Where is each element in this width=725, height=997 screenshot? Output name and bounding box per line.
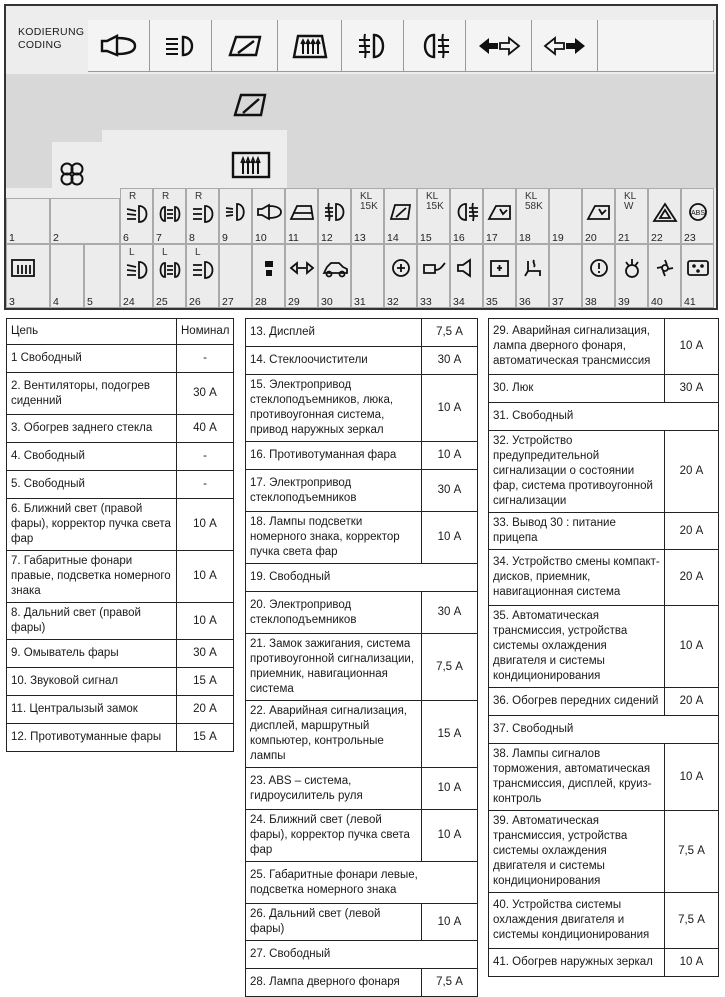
fuse-19 [549, 188, 582, 244]
rating-cell: 10 А [422, 442, 478, 470]
fuse-number: 4 [53, 296, 59, 308]
table-row [7, 443, 234, 471]
fuse-23 [681, 188, 714, 244]
low-beam-icon [124, 259, 150, 281]
circuit-cell: 17. Электропривод стеклоподъемников [246, 470, 422, 512]
fan-icon [58, 160, 86, 188]
table-row [489, 606, 719, 688]
circuit-cell: 37. Свободный [489, 716, 719, 744]
table-row [7, 668, 234, 696]
fuse-37 [549, 244, 582, 308]
circuit-cell: 30. Люк [489, 375, 665, 403]
fuse-number: 16 [453, 232, 465, 244]
fuse-label: L [162, 247, 168, 258]
low-beam-icon [124, 203, 150, 225]
fuse-label: L [195, 247, 201, 258]
fuse-number: 7 [156, 232, 162, 244]
cooling-icon [619, 257, 645, 279]
table-row [246, 969, 478, 997]
fuse-number: 38 [585, 296, 597, 308]
table-row [7, 415, 234, 443]
circuit-cell: 7. Габаритные фонари правые, подсветка номерного знака [7, 551, 177, 603]
rating-cell: 15 А [177, 724, 234, 752]
rating-cell: 40 А [177, 415, 234, 443]
rating-cell: 10 А [422, 904, 478, 941]
fan-icon [652, 257, 678, 279]
circuit-cell: 10. Звуковой сигнал [7, 668, 177, 696]
table-row [7, 499, 234, 551]
table-row [7, 640, 234, 668]
fuse-40 [648, 244, 681, 308]
fuse-number: 3 [9, 296, 15, 308]
fuse-7 [153, 188, 186, 244]
fuse-14 [384, 188, 417, 244]
table-row [489, 403, 719, 431]
rating-cell: 15 А [422, 701, 478, 768]
fuse-41 [681, 244, 714, 308]
sunroof-car-icon [322, 257, 348, 279]
relay-wiper [212, 20, 278, 72]
relay-low-beam [150, 20, 212, 72]
fuse-number: 28 [255, 296, 267, 308]
wiper-icon [226, 33, 264, 59]
relay-area-left [6, 74, 102, 142]
circuit-cell: 27. Свободный [246, 941, 478, 969]
alarm-icon [388, 257, 414, 279]
rating-cell: 10 А [665, 744, 719, 811]
fuse-label: R [195, 191, 203, 202]
table-row [246, 862, 478, 904]
circuit-cell: 3. Обогрев заднего стекла [7, 415, 177, 443]
fuse-table-2 [245, 318, 478, 997]
rating-cell: 10 А [665, 606, 719, 688]
fuse-27 [219, 244, 252, 308]
fuse-label: L [129, 247, 135, 258]
table-row [246, 375, 478, 442]
circuit-cell: 5. Свободный [7, 471, 177, 499]
table-row [489, 688, 719, 716]
rating-cell: 10 А [177, 551, 234, 603]
circuit-cell: 11. Централызый замок [7, 696, 177, 724]
circuit-cell: 8. Дальний свет (правой фары) [7, 603, 177, 640]
circuit-cell: 15. Электропривод стеклоподъемников, люка, противоугонная система, привод наружных зеркал [246, 375, 422, 442]
circuit-cell: 6. Ближний свет (правой фары), корректор пучка света фар [7, 499, 177, 551]
fuse-number: 18 [519, 232, 531, 244]
circuit-cell: 39. Автоматическая трансмиссия, устройства системы охлаждения двигателя и системы кондиционирования [489, 811, 665, 893]
rating-cell: 10 А [422, 375, 478, 442]
table-row [246, 768, 478, 810]
fuse-number: 27 [222, 296, 234, 308]
circuit-cell: 25. Габаритные фонари левые, подсветка номерного знака [246, 862, 478, 904]
rear-fog-icon [418, 31, 452, 61]
fuse-label: KL 15K [360, 191, 378, 212]
fuse-number: 25 [156, 296, 168, 308]
fuse-number: 20 [585, 232, 597, 244]
seat-heat-icon [520, 257, 546, 279]
circuit-cell: 26. Дальний свет (левой фары) [246, 904, 422, 941]
circuit-cell: 18. Лампы подсветки номерного знака, корректор пучка света фар [246, 512, 422, 564]
fuse-table-1 [6, 318, 234, 752]
fuse-12 [318, 188, 351, 244]
fuse-number: 17 [486, 232, 498, 244]
fuse-number: 31 [354, 296, 366, 308]
relay-area-right [287, 74, 716, 188]
fuse-number: 30 [321, 296, 333, 308]
wiper-icon [231, 91, 269, 119]
fuse-number: 35 [486, 296, 498, 308]
column-header-rating: Номинал [177, 319, 234, 345]
relay-spare [598, 20, 714, 72]
rating-cell: 30 А [177, 640, 234, 668]
rating-cell: 30 А [422, 470, 478, 512]
hazard-arrows-icon [543, 36, 587, 56]
fuse-31 [351, 244, 384, 308]
circuit-cell: 9. Омыватель фары [7, 640, 177, 668]
circuit-cell: 12. Противотуманные фары [7, 724, 177, 752]
fuse-38 [582, 244, 615, 308]
fuse-number: 36 [519, 296, 531, 308]
relay-hazard [532, 20, 598, 72]
rating-cell: - [177, 345, 234, 373]
relay-wiper-2 [220, 80, 280, 130]
fuse-number: 40 [651, 296, 663, 308]
circuit-cell: 1 Свободный [7, 345, 177, 373]
fuse-21 [615, 188, 648, 244]
fuse-number: 26 [189, 296, 201, 308]
circuit-cell: 21. Замок зажигания, система противоугонной сигнализации, приемник, навигационная система [246, 634, 422, 701]
headlamp-washer-icon [223, 201, 249, 223]
table-row [246, 442, 478, 470]
table-row [246, 701, 478, 768]
wiper-icon [388, 201, 414, 223]
circuit-cell: 14. Стеклоочистители [246, 347, 422, 375]
fuse-number: 33 [420, 296, 432, 308]
fuse-17 [483, 188, 516, 244]
circuit-cell: 24. Ближний свет (левой фары), корректор пучка света фар [246, 810, 422, 862]
rating-cell: 20 А [665, 431, 719, 513]
fuse-number: 12 [321, 232, 333, 244]
rating-cell: 30 А [177, 373, 234, 415]
fuse-number: 29 [288, 296, 300, 308]
table-row [7, 551, 234, 603]
window-icon [487, 201, 513, 223]
fuse-number: 39 [618, 296, 630, 308]
rating-cell: 7,5 А [665, 893, 719, 949]
rating-cell: 7,5 А [422, 634, 478, 701]
circuit-cell: 16. Противотуманная фара [246, 442, 422, 470]
table-row [7, 603, 234, 640]
fuse-28 [252, 244, 285, 308]
fuse-label: KL 15K [426, 191, 444, 212]
circuit-cell: 13. Дисплей [246, 319, 422, 347]
circuit-cell: 23. ABS – система, гидроусилитель руля [246, 768, 422, 810]
rating-cell: 7,5 А [422, 319, 478, 347]
rating-cell: 15 А [177, 668, 234, 696]
high-beam-icon [190, 203, 216, 225]
speaker-icon [454, 257, 480, 279]
fuse-label: R [129, 191, 137, 202]
brake-icon [586, 257, 612, 279]
table-row [7, 373, 234, 415]
fuse-number: 32 [387, 296, 399, 308]
circuit-cell: 2. Вентиляторы, подогрев сиденний [7, 373, 177, 415]
table-row [489, 811, 719, 893]
parking-light-icon [157, 203, 183, 225]
fuse-8 [186, 188, 219, 244]
rating-cell: 20 А [665, 688, 719, 716]
table-row [489, 513, 719, 550]
rating-cell: 7,5 А [422, 969, 478, 997]
fuse-label: KL W [624, 191, 636, 212]
fuse-18 [516, 188, 549, 244]
rating-cell: 20 А [665, 550, 719, 606]
relay-turn-signal [466, 20, 532, 72]
fuse-number: 10 [255, 232, 267, 244]
coding-label [18, 26, 84, 52]
table-header-row [7, 319, 234, 345]
fuse-number: 19 [552, 232, 564, 244]
fuse-number: 2 [53, 232, 59, 244]
rating-cell: 10 А [177, 603, 234, 640]
circuit-cell: 20. Электропривод стеклоподъемников [246, 592, 422, 634]
fuse-number: 22 [651, 232, 663, 244]
coding-label-de: KODIERUNG [18, 26, 85, 38]
rating-cell: - [177, 471, 234, 499]
fuse-number: 11 [288, 232, 299, 244]
circuit-cell: 31. Свободный [489, 403, 719, 431]
table-row [246, 319, 478, 347]
table-row [246, 470, 478, 512]
fuse-number: 1 [9, 232, 15, 244]
rating-cell: 30 А [665, 375, 719, 403]
fuse-number: 37 [552, 296, 564, 308]
parking-light-icon [157, 259, 183, 281]
fuse-10 [252, 188, 285, 244]
table-row [246, 592, 478, 634]
rating-cell: 30 А [422, 592, 478, 634]
fuse-35 [483, 244, 516, 308]
fuse-number: 5 [87, 296, 93, 308]
fuse-32 [384, 244, 417, 308]
rear-defrost-icon [291, 32, 329, 60]
column-header-circuit: Цепь [7, 319, 177, 345]
trailer-icon [421, 257, 447, 279]
horn-icon [99, 33, 139, 59]
turn-signal-icon [289, 257, 315, 279]
fuse-13 [351, 188, 384, 244]
rating-cell: 20 А [177, 696, 234, 724]
relay-rear-defrost [278, 20, 342, 72]
fuse-25 [153, 244, 186, 308]
fuse-number: 41 [684, 296, 696, 308]
rating-cell: 10 А [665, 949, 719, 977]
fuse-20 [582, 188, 615, 244]
fuse-number: 6 [123, 232, 129, 244]
rating-cell: 10 А [422, 768, 478, 810]
horn-icon [256, 201, 282, 223]
rear-defrost-icon [10, 257, 36, 279]
relay-area-lower [6, 142, 52, 188]
table-row [7, 471, 234, 499]
mirror-heat-icon [685, 257, 711, 279]
fuse-table-3 [488, 318, 719, 977]
abs-icon [685, 201, 711, 223]
low-beam-icon [164, 34, 198, 58]
front-fog-icon [322, 201, 348, 223]
fuse-3 [6, 244, 50, 308]
fuse-box-diagram [4, 4, 718, 310]
circuit-cell: 38. Лампы сигналов торможения, автоматическая трансмиссия, дисплей, круиз-контроль [489, 744, 665, 811]
table-row [7, 696, 234, 724]
door-lamp-icon [256, 257, 282, 279]
relay-fan [52, 156, 92, 192]
fuse-label: R [162, 191, 170, 202]
front-fog-icon [356, 31, 390, 61]
fuse-number: 13 [354, 232, 366, 244]
table-row [246, 904, 478, 941]
fuse-1 [6, 198, 50, 244]
table-row [489, 319, 719, 375]
rating-cell: 10 А [177, 499, 234, 551]
window-icon [586, 201, 612, 223]
fuse-16 [450, 188, 483, 244]
table-row [489, 375, 719, 403]
high-beam-icon [190, 259, 216, 281]
relay-rear-defrost-2 [216, 142, 286, 188]
circuit-cell: 29. Аварийная сигнализация, лампа дверного фонаря, автоматическая трансмиссия [489, 319, 665, 375]
fuse-number: 15 [420, 232, 432, 244]
fuse-11 [285, 188, 318, 244]
fuse-39 [615, 244, 648, 308]
transmission-icon [487, 257, 513, 279]
rating-cell: 10 А [665, 319, 719, 375]
fuse-number: 21 [618, 232, 630, 244]
circuit-cell: 19. Свободный [246, 564, 478, 592]
table-row [246, 347, 478, 375]
table-row [489, 431, 719, 513]
circuit-cell: 32. Устройство предупредительной сигнализации о состоянии фар, система противоугонной сигнализации [489, 431, 665, 513]
table-row [489, 949, 719, 977]
table-row [246, 564, 478, 592]
table-row [246, 512, 478, 564]
left-turn-arrow-icon [477, 36, 521, 56]
fuse-5 [84, 244, 120, 308]
fuse-22 [648, 188, 681, 244]
rating-cell: 20 А [665, 513, 719, 550]
fuse-label: KL 58K [525, 191, 543, 212]
fuse-30 [318, 244, 351, 308]
table-row [246, 941, 478, 969]
fuse-6 [120, 188, 153, 244]
circuit-cell: 40. Устройства системы охлаждения двигателя и системы кондиционирования [489, 893, 665, 949]
relay-horn [88, 20, 150, 72]
fuse-33 [417, 244, 450, 308]
circuit-cell: 33. Вывод 30 : питание прицепа [489, 513, 665, 550]
table-row [246, 810, 478, 862]
table-row [7, 724, 234, 752]
rating-cell: 10 А [422, 512, 478, 564]
fuse-number: 34 [453, 296, 465, 308]
rating-cell: 10 А [422, 810, 478, 862]
fuse-number: 8 [189, 232, 195, 244]
table-row [489, 550, 719, 606]
fuse-4 [50, 244, 84, 308]
circuit-cell: 34. Устройство смены компакт-дисков, приемник, навигационная система [489, 550, 665, 606]
fuse-26 [186, 244, 219, 308]
rear-fog-icon [454, 201, 480, 223]
relay-rear-fog [404, 20, 466, 72]
fuse-34 [450, 244, 483, 308]
circuit-cell: 28. Лампа дверного фонаря [246, 969, 422, 997]
rating-cell: 7,5 А [665, 811, 719, 893]
svg-text:ABS: ABS [690, 210, 706, 217]
circuit-cell: 41. Обогрев наружных зеркал [489, 949, 665, 977]
rating-cell: - [177, 443, 234, 471]
fuse-36 [516, 244, 549, 308]
table-row [489, 716, 719, 744]
circuit-cell: 4. Свободный [7, 443, 177, 471]
coding-label-en: CODING [18, 39, 62, 51]
fuse-9 [219, 188, 252, 244]
rating-cell: 30 А [422, 347, 478, 375]
circuit-cell: 22. Аварийная сигнализация, дисплей, маршрутный компьютер, контрольные лампы [246, 701, 422, 768]
circuit-cell: 35. Автоматическая трансмиссия, устройства системы охлаждения двигателя и системы кондиционирования [489, 606, 665, 688]
fuse-number: 23 [684, 232, 696, 244]
table-row [489, 744, 719, 811]
fuse-15 [417, 188, 450, 244]
table-row [489, 893, 719, 949]
fuse-24 [120, 244, 153, 308]
fuse-2 [50, 198, 120, 244]
circuit-cell: 36. Обогрев передних сидений [489, 688, 665, 716]
fuse-number: 24 [123, 296, 135, 308]
fuse-29 [285, 244, 318, 308]
rear-defrost-icon [230, 150, 272, 180]
table-row [246, 634, 478, 701]
hazard-triangle-icon [652, 201, 678, 223]
fuse-number: 9 [222, 232, 228, 244]
relay-front-fog [342, 20, 404, 72]
table-row [7, 345, 234, 373]
fuse-number: 14 [387, 232, 399, 244]
central-lock-icon [289, 201, 315, 223]
